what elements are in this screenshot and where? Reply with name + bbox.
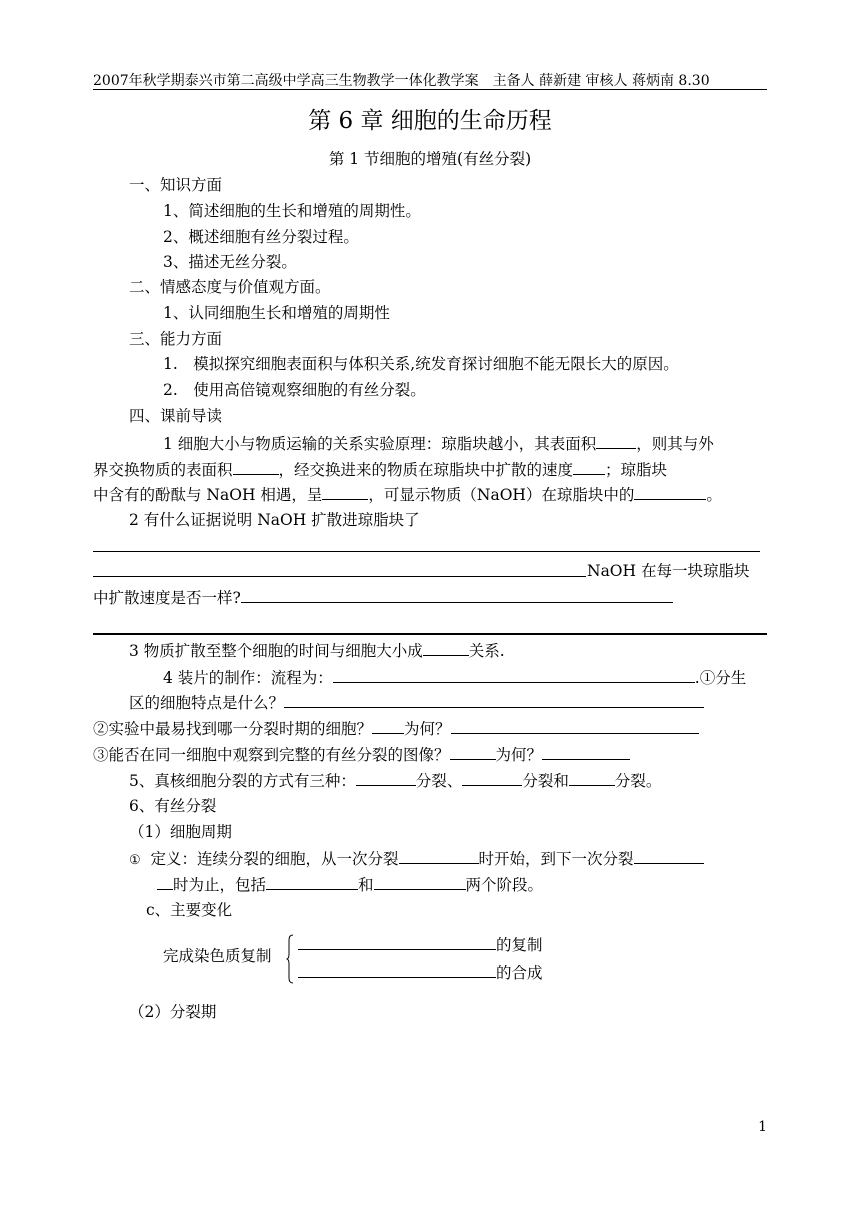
question-5 [129,770,661,791]
answer-blank[interactable] [298,934,496,950]
q3-text: 3 物质扩散至整个细胞的时间与细胞大小成 [129,642,423,660]
q1-text: 。 [706,486,722,504]
question-4-line-1 [163,667,746,688]
definition-line-1 [129,848,704,871]
q4-text: 为何？ [404,720,451,738]
q4-text: 4 装片的制作：流程为： [163,669,333,687]
def-text: 时为止，包括 [173,876,267,894]
q4-text: ③能否在同一细胞中观察到完整的有丝分裂的图像？ [93,746,450,764]
emotion-item: 1、认同细胞生长和增殖的周期性 [163,304,390,322]
chromatin-text: 的合成 [496,964,543,982]
chromatin-item [298,962,543,983]
definition-line-2 [157,874,543,895]
q4-text: .①分生 [694,669,747,687]
q4-text: 区的细胞特点是什么？ [129,694,285,712]
q5-text: 分裂和 [522,772,569,790]
answer-blank[interactable] [542,744,630,760]
q4-text: ②实验中最易找到哪一分裂时期的细胞？ [93,720,373,738]
ability-heading: 三、能力方面 [129,330,223,348]
page-number: 1 [758,1119,767,1135]
answer-blank[interactable] [322,484,368,500]
answer-blank[interactable] [462,770,522,786]
cell-cycle-heading: （1）细胞周期 [129,823,232,841]
ability-item: 2. 使用高倍镜观察细胞的有丝分裂。 [163,381,426,399]
question-6-heading: 6、有丝分裂 [129,797,217,815]
q1-text: ，经交换进来的物质在琼脂块中扩散的速度 [278,461,574,479]
q4-text: 为何？ [495,746,543,764]
answer-blank[interactable] [157,874,173,890]
answer-blank[interactable] [423,640,469,656]
q1-text: 界交换物质的表面积 [93,461,233,479]
circled-number: ① [129,853,141,868]
q1-text: ，则其与外 [636,435,714,453]
q1-text: 1 细胞大小与物质运输的关系实验原理：琼脂块越小，其表面积 [163,435,597,453]
section-title: 第 1 节细胞的增殖(有丝分裂) [328,150,532,168]
q1-text: 中含有的酚酞与 NaOH 相遇，呈 [93,486,323,504]
answer-line[interactable] [93,551,760,552]
answer-blank[interactable] [596,433,636,449]
answer-line[interactable] [93,576,586,577]
answer-blank[interactable] [451,718,699,734]
question-4-line-3 [93,718,699,739]
question-4-line-2 [129,692,704,713]
def-text: 时开始，到下一次分裂 [478,850,634,868]
answer-blank[interactable] [372,718,404,734]
def-text: 和 [358,876,374,894]
q3-text: 关系. [468,642,505,660]
def-text: 两个阶段。 [465,876,544,894]
answer-blank[interactable] [298,962,496,978]
knowledge-item: 2、概述细胞有丝分裂过程。 [163,228,359,246]
question-1-line-2 [93,459,667,480]
answer-blank[interactable] [356,770,416,786]
emotion-heading: 二、情感态度与价值观方面。 [129,278,331,296]
ability-item: 1. 模拟探究细胞表面积与体积关系,统发育探讨细胞不能无限长大的原因。 [163,355,679,373]
q5-text: 分裂。 [614,772,662,790]
q1-text: ；琼脂块 [605,461,668,479]
answer-blank[interactable] [333,667,695,683]
q5-text: 分裂、 [415,772,463,790]
answer-blank[interactable] [266,874,358,890]
main-changes-heading: c、主要变化 [146,901,233,919]
question-2-followup: NaOH 在每一块琼脂块 [587,562,750,580]
page-header: 2007年秋学期泰兴市第二高级中学高三生物教学一体化教学案 主备人 薛新建 审核人 蒋炳南 8.30 [93,73,710,89]
answer-blank[interactable] [399,848,479,864]
chromatin-item [298,934,543,955]
question-2: 2 有什么证据说明 NaOH 扩散进琼脂块了 [129,511,420,529]
question-3 [129,640,505,661]
knowledge-item: 3、描述无丝分裂。 [163,253,297,271]
answer-blank[interactable] [284,692,704,708]
chromatin-text: 的复制 [496,936,543,954]
knowledge-item: 1、简述细胞的生长和增殖的周期性。 [163,202,421,220]
answer-blank[interactable] [573,459,605,475]
answer-blank[interactable] [374,874,466,890]
answer-blank[interactable] [233,459,279,475]
question-4-line-4 [93,744,630,765]
header-rule [93,89,767,90]
answer-blank[interactable] [241,587,673,603]
section-divider [93,633,767,635]
question-1-line-3 [93,484,722,505]
question-2-followup-end [93,587,673,608]
def-text: 定义：连续分裂的细胞，从一次分裂 [150,850,399,868]
answer-blank[interactable] [569,770,615,786]
answer-blank[interactable] [634,848,704,864]
q2-text: 中扩散速度是否一样? [93,589,241,607]
knowledge-heading: 一、知识方面 [129,176,223,194]
preview-heading: 四、课前导读 [129,407,223,425]
answer-blank[interactable] [634,484,706,500]
q5-text: 5、真核细胞分裂的方式有三种： [129,772,356,790]
chapter-title: 第 6 章 细胞的生命历程 [308,108,552,134]
division-phase-heading: （2）分裂期 [129,1003,217,1021]
answer-blank[interactable] [450,744,496,760]
q1-text: ，可显示物质（NaOH）在琼脂块中的 [368,486,635,504]
question-1-line-1 [163,433,714,454]
chromatin-label: 完成染色质复制 [163,947,272,965]
brace-icon [286,934,294,984]
